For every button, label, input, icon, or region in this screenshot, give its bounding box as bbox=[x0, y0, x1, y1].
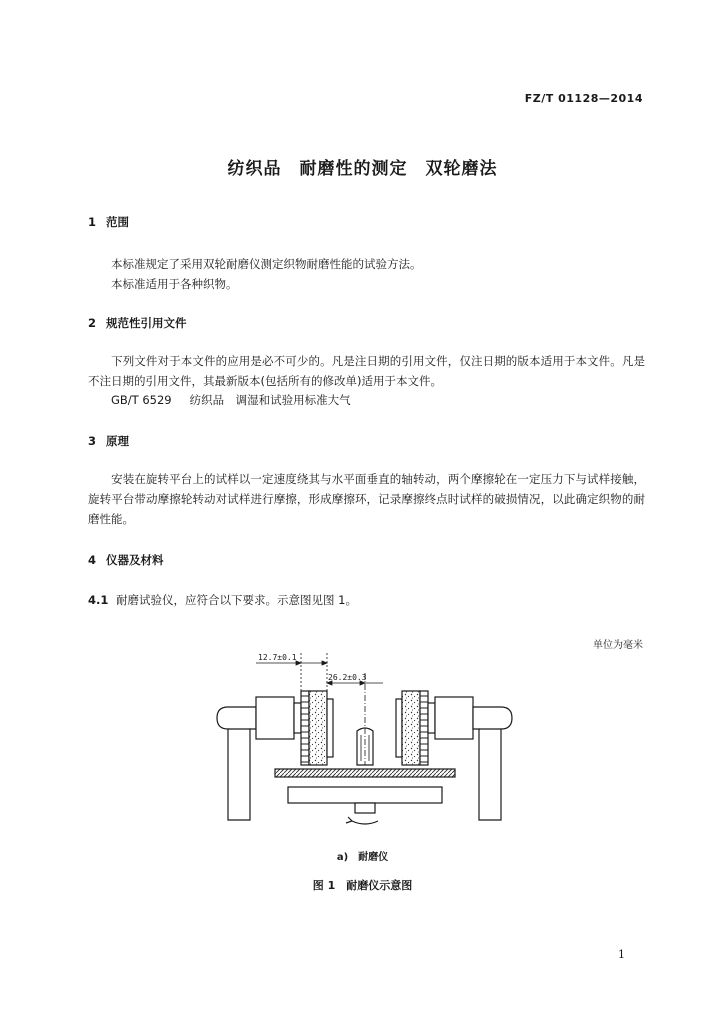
section-3-heading bbox=[88, 433, 129, 449]
section-4-heading bbox=[88, 552, 164, 568]
right-abrasion-wheel bbox=[396, 691, 428, 765]
turntable-specimen bbox=[275, 769, 455, 777]
figure-subcaption: a) 耐磨仪 bbox=[336, 852, 389, 863]
turntable-base bbox=[288, 787, 442, 803]
section-1-heading bbox=[88, 214, 129, 230]
section-title: 范围 bbox=[106, 215, 129, 229]
paragraph-text: 下列文件对于本文件的应用是必不可少的。凡是注日期的引用文件，仅注日期的版本适用于本文件。凡是不注日期的引用文件，其最新版本(包括所有的修改单)适用于本文件。 bbox=[88, 354, 645, 388]
reference-title: 纺织品 调湿和试验用标准大气 bbox=[189, 393, 351, 407]
paragraph-text: 安装在旋转平台上的试样以一定速度绕其与水平面垂直的轴转动，两个摩擦轮在一定压力下与试样接触，旋转平台带动摩擦轮转动对试样进行摩擦，形成摩擦环，记录摩擦终点时试样的破损情况，以此确定织物的耐磨性能。 bbox=[88, 472, 645, 526]
clause-text: 耐磨试验仪，应符合以下要求。示意图见图 1。 bbox=[116, 593, 357, 607]
unit-note: 单位为毫米 bbox=[593, 640, 643, 651]
abrasion-tester-diagram bbox=[200, 645, 530, 840]
reference-entry bbox=[111, 392, 351, 408]
standard-code: FZ/T 01128—2014 bbox=[524, 92, 643, 105]
figure-caption: 图 1 耐磨仪示意图 bbox=[312, 879, 413, 892]
clause-number: 4.1 bbox=[88, 593, 109, 607]
shaft bbox=[355, 803, 375, 813]
section-title: 规范性引用文件 bbox=[106, 316, 187, 330]
rotation-arrow-icon bbox=[346, 817, 378, 824]
paragraph: 本标准规定了采用双轮耐磨仪测定织物耐磨性能的试验方法。 bbox=[111, 257, 422, 271]
clause-4-1 bbox=[88, 592, 357, 608]
section-number: 1 bbox=[88, 215, 97, 229]
paragraph bbox=[88, 351, 645, 391]
section-number: 3 bbox=[88, 434, 97, 448]
dimension-wheel-offset: 26.2±0.3 bbox=[328, 673, 367, 682]
page-number: 1 bbox=[618, 948, 625, 961]
section-title: 原理 bbox=[106, 434, 129, 448]
section-2-heading bbox=[88, 315, 187, 331]
section-title: 仪器及材料 bbox=[106, 553, 164, 567]
document-title: 纺织品 耐磨性的测定 双轮磨法 bbox=[227, 159, 498, 179]
paragraph bbox=[88, 469, 645, 529]
left-abrasion-wheel bbox=[301, 691, 333, 765]
reference-code: GB/T 6529 bbox=[111, 393, 172, 407]
section-number: 4 bbox=[88, 553, 97, 567]
paragraph: 本标准适用于各种织物。 bbox=[111, 277, 238, 291]
dimension-wheel-width: 12.7±0.1 bbox=[258, 653, 297, 662]
section-number: 2 bbox=[88, 316, 97, 330]
